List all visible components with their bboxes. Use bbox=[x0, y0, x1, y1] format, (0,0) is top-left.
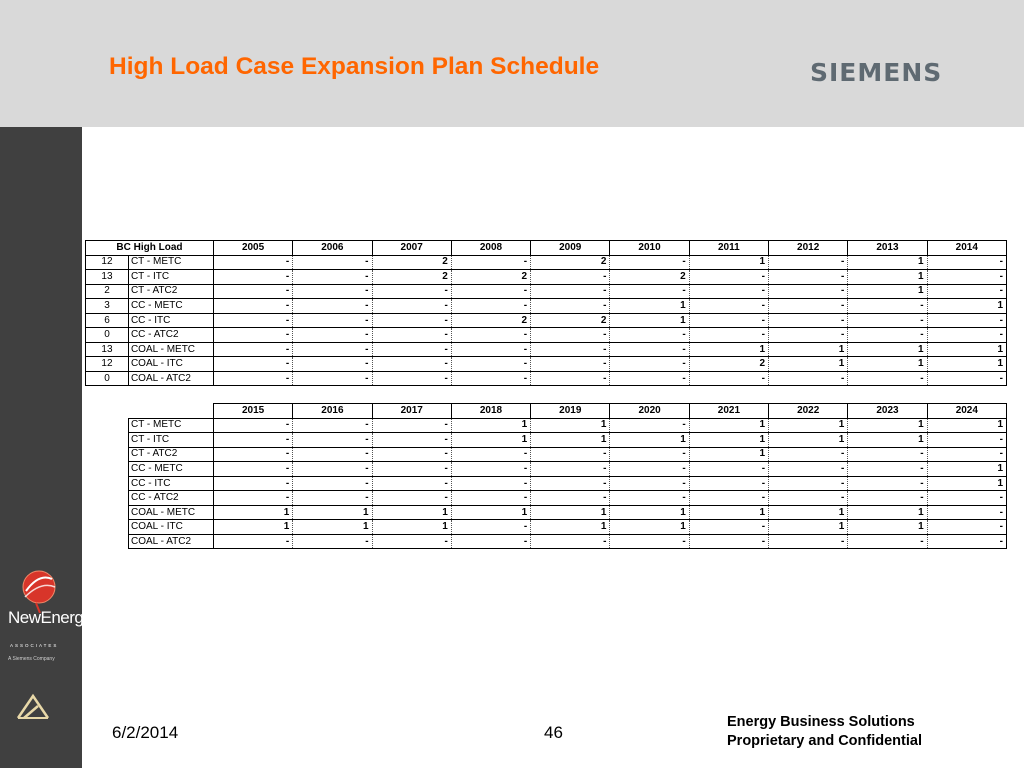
year-value: - bbox=[531, 328, 610, 343]
year-value: - bbox=[293, 313, 372, 328]
table-row bbox=[129, 447, 1007, 462]
year-value: 1 bbox=[848, 342, 927, 357]
year-value: - bbox=[610, 357, 689, 372]
year-value: - bbox=[213, 313, 292, 328]
year-value: 1 bbox=[451, 505, 530, 520]
year-value: 1 bbox=[531, 505, 610, 520]
year-value: 1 bbox=[610, 313, 689, 328]
year-value: - bbox=[293, 284, 372, 299]
year-value: - bbox=[689, 462, 768, 477]
year-value: - bbox=[769, 476, 848, 491]
year-value: - bbox=[769, 462, 848, 477]
year-value: 1 bbox=[689, 505, 768, 520]
year-value: - bbox=[927, 520, 1006, 535]
year-value: - bbox=[769, 447, 848, 462]
unit-count: 3 bbox=[86, 299, 129, 314]
year-header: 2005 bbox=[213, 241, 292, 256]
schedule-table-2015-2024 bbox=[128, 403, 1007, 549]
year-value: - bbox=[610, 328, 689, 343]
year-value: - bbox=[213, 371, 292, 386]
year-value: - bbox=[213, 342, 292, 357]
year-value: - bbox=[451, 342, 530, 357]
year-value: - bbox=[372, 299, 451, 314]
year-value: - bbox=[769, 255, 848, 270]
table-row bbox=[86, 299, 1007, 314]
table-row bbox=[86, 255, 1007, 270]
unit-type-label: CT - ATC2 bbox=[128, 284, 213, 299]
year-value: 2 bbox=[372, 255, 451, 270]
year-header: 2021 bbox=[689, 404, 768, 419]
unit-type-label: CC - METC bbox=[128, 299, 213, 314]
year-value: - bbox=[927, 371, 1006, 386]
year-value: - bbox=[848, 491, 927, 506]
year-value: - bbox=[451, 447, 530, 462]
year-value: 2 bbox=[451, 313, 530, 328]
year-value: 1 bbox=[769, 357, 848, 372]
year-value: - bbox=[372, 418, 451, 433]
year-value: - bbox=[213, 299, 292, 314]
year-value: 1 bbox=[927, 299, 1006, 314]
year-header: 2014 bbox=[927, 241, 1006, 256]
year-value: - bbox=[213, 328, 292, 343]
year-value: - bbox=[451, 371, 530, 386]
year-value: 1 bbox=[689, 255, 768, 270]
year-value: - bbox=[927, 313, 1006, 328]
year-header: 2007 bbox=[372, 241, 451, 256]
year-value: 1 bbox=[213, 505, 292, 520]
year-value: 1 bbox=[848, 505, 927, 520]
table-row bbox=[86, 342, 1007, 357]
unit-type-label: CT - METC bbox=[129, 418, 214, 433]
year-value: 1 bbox=[689, 418, 768, 433]
year-value: - bbox=[293, 433, 372, 448]
year-value: 1 bbox=[848, 418, 927, 433]
year-value: - bbox=[451, 357, 530, 372]
year-value: 1 bbox=[769, 418, 848, 433]
year-value: - bbox=[927, 505, 1006, 520]
year-value: - bbox=[293, 328, 372, 343]
year-value: - bbox=[689, 534, 768, 549]
year-value: - bbox=[610, 255, 689, 270]
year-value: 1 bbox=[848, 255, 927, 270]
unit-count: 0 bbox=[86, 328, 129, 343]
year-value: 1 bbox=[927, 342, 1006, 357]
year-value: - bbox=[531, 462, 610, 477]
year-value: - bbox=[531, 491, 610, 506]
table-header-row bbox=[86, 241, 1007, 256]
year-value: 1 bbox=[769, 342, 848, 357]
newenergy-logo-sub: ASSOCIATES bbox=[10, 643, 59, 648]
year-value: 2 bbox=[531, 313, 610, 328]
unit-count: 13 bbox=[86, 342, 129, 357]
year-value: - bbox=[927, 534, 1006, 549]
year-value: - bbox=[293, 418, 372, 433]
year-value: - bbox=[689, 491, 768, 506]
year-value: - bbox=[689, 299, 768, 314]
unit-type-label: COAL - ITC bbox=[128, 357, 213, 372]
year-value: - bbox=[769, 299, 848, 314]
year-value: - bbox=[451, 476, 530, 491]
unit-type-label: CC - ITC bbox=[129, 476, 214, 491]
unit-count: 12 bbox=[86, 357, 129, 372]
year-header: 2018 bbox=[451, 404, 530, 419]
year-value: - bbox=[769, 313, 848, 328]
unit-type-label: COAL - METC bbox=[128, 342, 213, 357]
year-value: - bbox=[451, 328, 530, 343]
table-row bbox=[129, 534, 1007, 549]
year-value: 1 bbox=[610, 299, 689, 314]
year-value: - bbox=[213, 357, 292, 372]
year-value: - bbox=[213, 476, 292, 491]
year-value: 1 bbox=[451, 433, 530, 448]
year-header: 2008 bbox=[451, 241, 530, 256]
year-value: 2 bbox=[610, 270, 689, 285]
table-row bbox=[86, 270, 1007, 285]
year-value: - bbox=[451, 299, 530, 314]
year-value: 2 bbox=[372, 270, 451, 285]
table-row bbox=[129, 462, 1007, 477]
table-row bbox=[129, 433, 1007, 448]
unit-type-label: COAL - ATC2 bbox=[129, 534, 214, 549]
footer-date: 6/2/2014 bbox=[112, 723, 179, 742]
year-header: 2012 bbox=[769, 241, 848, 256]
year-value: - bbox=[293, 447, 372, 462]
table-header-row bbox=[129, 404, 1007, 419]
year-value: - bbox=[848, 462, 927, 477]
year-header: 2024 bbox=[927, 404, 1006, 419]
year-value: 1 bbox=[531, 433, 610, 448]
year-value: - bbox=[610, 418, 689, 433]
year-value: - bbox=[610, 447, 689, 462]
unit-type-label: CC - ITC bbox=[128, 313, 213, 328]
table-row bbox=[129, 476, 1007, 491]
year-value: 1 bbox=[372, 505, 451, 520]
year-value: - bbox=[293, 491, 372, 506]
year-header: 2020 bbox=[610, 404, 689, 419]
newenergy-globe-icon bbox=[6, 565, 78, 613]
year-value: - bbox=[610, 534, 689, 549]
year-value: 2 bbox=[531, 255, 610, 270]
year-value: - bbox=[689, 371, 768, 386]
year-value: 1 bbox=[927, 462, 1006, 477]
year-value: - bbox=[531, 534, 610, 549]
unit-count: 13 bbox=[86, 270, 129, 285]
table-row bbox=[129, 418, 1007, 433]
year-value: - bbox=[372, 462, 451, 477]
year-value: 1 bbox=[769, 505, 848, 520]
year-value: 1 bbox=[927, 357, 1006, 372]
year-value: - bbox=[293, 371, 372, 386]
year-value: 1 bbox=[610, 505, 689, 520]
year-value: - bbox=[689, 476, 768, 491]
year-value: - bbox=[293, 255, 372, 270]
year-value: - bbox=[372, 328, 451, 343]
unit-type-label: COAL - METC bbox=[129, 505, 214, 520]
year-value: - bbox=[531, 447, 610, 462]
year-value: - bbox=[213, 433, 292, 448]
year-value: 1 bbox=[769, 433, 848, 448]
year-value: - bbox=[848, 534, 927, 549]
year-value: - bbox=[927, 433, 1006, 448]
year-value: - bbox=[610, 462, 689, 477]
year-value: - bbox=[848, 299, 927, 314]
year-value: - bbox=[531, 342, 610, 357]
year-value: - bbox=[451, 534, 530, 549]
newenergy-logo-text: NewEnergy bbox=[8, 608, 92, 627]
year-value: - bbox=[293, 357, 372, 372]
year-value: - bbox=[927, 284, 1006, 299]
year-value: - bbox=[769, 371, 848, 386]
year-value: - bbox=[848, 476, 927, 491]
year-value: - bbox=[769, 491, 848, 506]
year-value: - bbox=[927, 328, 1006, 343]
unit-type-label: COAL - ITC bbox=[129, 520, 214, 535]
year-value: 1 bbox=[927, 476, 1006, 491]
year-value: - bbox=[848, 447, 927, 462]
schedule-table-2005-2014 bbox=[85, 240, 1007, 386]
table-corner-blank bbox=[129, 404, 214, 419]
confidential-line-1: Energy Business Solutions bbox=[727, 714, 915, 730]
year-value: - bbox=[531, 299, 610, 314]
year-value: - bbox=[213, 534, 292, 549]
year-value: - bbox=[927, 491, 1006, 506]
table-row bbox=[129, 505, 1007, 520]
table-corner-label: BC High Load bbox=[86, 241, 214, 256]
year-header: 2011 bbox=[689, 241, 768, 256]
year-value: - bbox=[689, 520, 768, 535]
year-value: - bbox=[610, 491, 689, 506]
year-value: 1 bbox=[293, 505, 372, 520]
year-header: 2019 bbox=[531, 404, 610, 419]
year-value: - bbox=[213, 418, 292, 433]
year-value: 1 bbox=[848, 357, 927, 372]
year-value: 1 bbox=[372, 520, 451, 535]
table-row bbox=[86, 371, 1007, 386]
year-value: 1 bbox=[848, 284, 927, 299]
year-value: - bbox=[610, 342, 689, 357]
table-row bbox=[86, 313, 1007, 328]
unit-type-label: COAL - ATC2 bbox=[128, 371, 213, 386]
unit-type-label: CT - METC bbox=[128, 255, 213, 270]
year-value: - bbox=[372, 342, 451, 357]
year-value: - bbox=[213, 447, 292, 462]
table-row bbox=[86, 357, 1007, 372]
unit-type-label: CC - ATC2 bbox=[128, 328, 213, 343]
year-value: - bbox=[451, 284, 530, 299]
year-value: - bbox=[531, 371, 610, 386]
year-value: - bbox=[372, 433, 451, 448]
unit-type-label: CT - ITC bbox=[128, 270, 213, 285]
year-header: 2023 bbox=[848, 404, 927, 419]
triangle-logo-icon bbox=[16, 692, 50, 722]
unit-type-label: CT - ATC2 bbox=[129, 447, 214, 462]
year-value: - bbox=[531, 476, 610, 491]
year-value: 1 bbox=[927, 418, 1006, 433]
year-value: - bbox=[927, 447, 1006, 462]
year-value: - bbox=[927, 270, 1006, 285]
year-value: 1 bbox=[531, 418, 610, 433]
year-header: 2016 bbox=[293, 404, 372, 419]
year-value: - bbox=[372, 476, 451, 491]
page-number: 46 bbox=[544, 723, 563, 742]
year-value: 1 bbox=[451, 418, 530, 433]
year-value: - bbox=[451, 462, 530, 477]
year-value: - bbox=[293, 476, 372, 491]
year-value: - bbox=[531, 270, 610, 285]
year-value: 1 bbox=[848, 433, 927, 448]
table-row bbox=[86, 328, 1007, 343]
unit-type-label: CC - METC bbox=[129, 462, 214, 477]
slide-header bbox=[0, 0, 1024, 127]
year-value: - bbox=[848, 313, 927, 328]
year-value: 1 bbox=[769, 520, 848, 535]
year-value: - bbox=[293, 534, 372, 549]
year-value: - bbox=[610, 371, 689, 386]
unit-count: 0 bbox=[86, 371, 129, 386]
year-value: 1 bbox=[213, 520, 292, 535]
unit-count: 12 bbox=[86, 255, 129, 270]
year-value: 1 bbox=[531, 520, 610, 535]
year-value: - bbox=[689, 270, 768, 285]
year-value: - bbox=[769, 328, 848, 343]
year-value: - bbox=[689, 313, 768, 328]
year-value: - bbox=[213, 462, 292, 477]
year-header: 2006 bbox=[293, 241, 372, 256]
year-value: - bbox=[531, 284, 610, 299]
year-value: - bbox=[451, 520, 530, 535]
year-header: 2009 bbox=[531, 241, 610, 256]
unit-count: 2 bbox=[86, 284, 129, 299]
year-value: - bbox=[372, 284, 451, 299]
year-value: - bbox=[610, 284, 689, 299]
year-header: 2015 bbox=[213, 404, 292, 419]
year-value: 1 bbox=[610, 520, 689, 535]
year-value: - bbox=[451, 491, 530, 506]
year-value: 2 bbox=[689, 357, 768, 372]
confidential-line-2: Proprietary and Confidential bbox=[727, 733, 922, 749]
unit-count: 6 bbox=[86, 313, 129, 328]
year-value: - bbox=[293, 270, 372, 285]
year-header: 2013 bbox=[848, 241, 927, 256]
year-value: 1 bbox=[848, 520, 927, 535]
unit-type-label: CC - ATC2 bbox=[129, 491, 214, 506]
year-header: 2022 bbox=[769, 404, 848, 419]
year-value: - bbox=[531, 357, 610, 372]
year-value: - bbox=[769, 534, 848, 549]
year-value: - bbox=[372, 534, 451, 549]
year-value: 1 bbox=[689, 447, 768, 462]
year-value: - bbox=[372, 447, 451, 462]
year-value: - bbox=[213, 491, 292, 506]
year-header: 2017 bbox=[372, 404, 451, 419]
year-value: - bbox=[848, 371, 927, 386]
year-value: 1 bbox=[293, 520, 372, 535]
year-value: - bbox=[213, 284, 292, 299]
year-value: - bbox=[451, 255, 530, 270]
year-value: 1 bbox=[689, 342, 768, 357]
slide-title: High Load Case Expansion Plan Schedule bbox=[109, 53, 600, 80]
year-value: - bbox=[293, 342, 372, 357]
year-value: - bbox=[293, 462, 372, 477]
year-value: - bbox=[689, 284, 768, 299]
newenergy-logo-tag: A Siemens Company bbox=[8, 656, 55, 662]
table-row bbox=[86, 284, 1007, 299]
year-value: - bbox=[372, 313, 451, 328]
siemens-logo: SIEMENS bbox=[810, 58, 943, 87]
year-value: - bbox=[610, 476, 689, 491]
table-row bbox=[129, 491, 1007, 506]
year-value: - bbox=[372, 357, 451, 372]
confidential-notice bbox=[727, 713, 922, 751]
unit-type-label: CT - ITC bbox=[129, 433, 214, 448]
year-value: - bbox=[213, 255, 292, 270]
year-value: 1 bbox=[610, 433, 689, 448]
year-value: 1 bbox=[848, 270, 927, 285]
year-value: 2 bbox=[451, 270, 530, 285]
year-value: - bbox=[769, 284, 848, 299]
table-row bbox=[129, 520, 1007, 535]
year-value: - bbox=[372, 371, 451, 386]
year-value: - bbox=[293, 299, 372, 314]
year-value: - bbox=[372, 491, 451, 506]
sidebar bbox=[0, 127, 82, 768]
year-value: - bbox=[848, 328, 927, 343]
year-value: - bbox=[927, 255, 1006, 270]
year-value: - bbox=[689, 328, 768, 343]
year-value: - bbox=[769, 270, 848, 285]
year-value: - bbox=[213, 270, 292, 285]
year-header: 2010 bbox=[610, 241, 689, 256]
year-value: 1 bbox=[689, 433, 768, 448]
